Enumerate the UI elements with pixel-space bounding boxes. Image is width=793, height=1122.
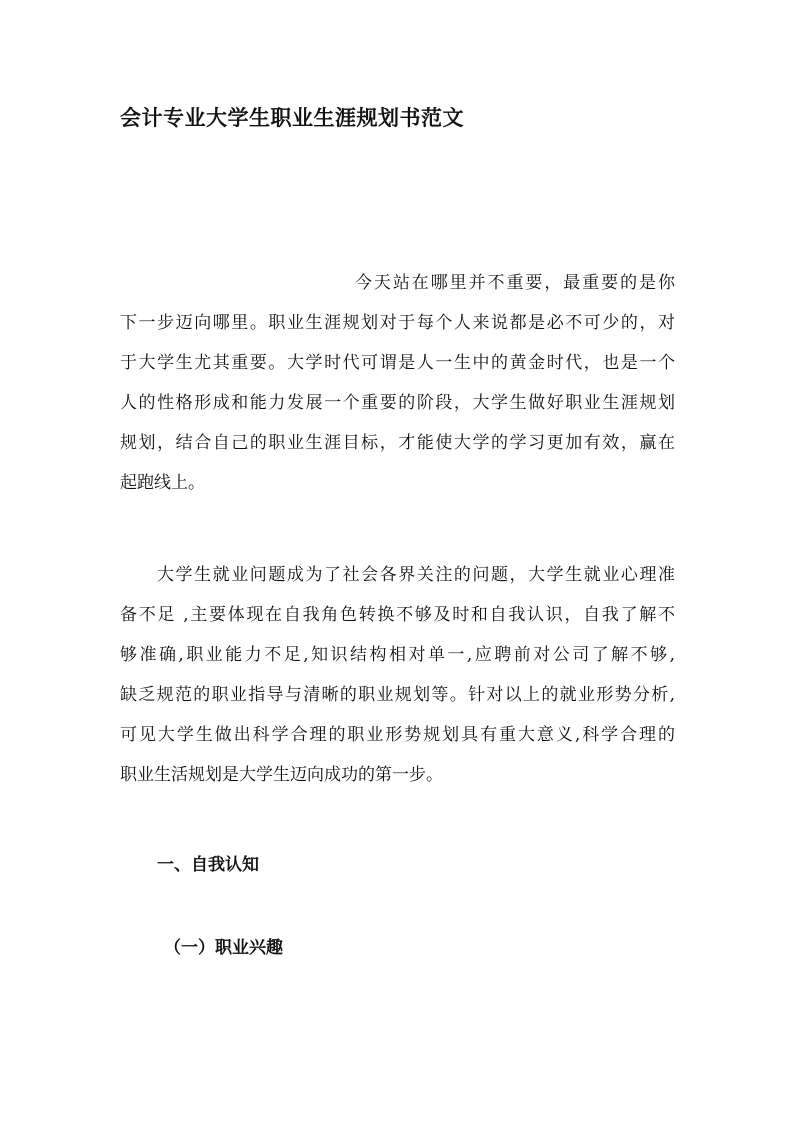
- intro-paragraph: [120, 270, 675, 510]
- employment-paragraph: [120, 562, 675, 802]
- paragraph-line: 可见大学生做出科学合理的职业形势规划具有重大意义,科学合理的: [120, 725, 675, 745]
- paragraph-line: 规划，结合自己的职业生涯目标，才能使大学的学习更加有效，赢在: [120, 433, 675, 453]
- paragraph-line: 人的性格形成和能力发展一个重要的阶段，大学生做好职业生涯规划: [120, 393, 675, 413]
- subsection-heading-career-interest: （一）职业兴趣: [164, 938, 283, 958]
- paragraph-line: 缺乏规范的职业指导与清晰的职业规划等。针对以上的就业形势分析,: [120, 685, 675, 705]
- paragraph-line: 够准确,职业能力不足,知识结构相对单一,应聘前对公司了解不够,: [120, 645, 675, 665]
- paragraph-line: 下一步迈向哪里。职业生涯规划对于每个人来说都是必不可少的，对: [120, 313, 675, 333]
- paragraph-line: 于大学生尤其重要。大学时代可谓是人一生中的黄金时代，也是一个: [120, 353, 675, 373]
- document-title: 会计专业大学生职业生涯规划书范文: [120, 105, 464, 130]
- paragraph-line: 备不足 ,主要体现在自我角色转换不够及时和自我认识，自我了解不: [120, 605, 675, 625]
- paragraph-line: 起跑线上。: [120, 473, 205, 493]
- paragraph-line: 大学生就业问题成为了社会各界关注的问题，大学生就业心理准: [157, 565, 675, 585]
- paragraph-line: 职业生活规划是大学生迈向成功的第一步。: [120, 765, 443, 785]
- section-heading-self-awareness: 一、自我认知: [157, 855, 259, 875]
- paragraph-line: 今天站在哪里并不重要，最重要的是你: [355, 273, 675, 293]
